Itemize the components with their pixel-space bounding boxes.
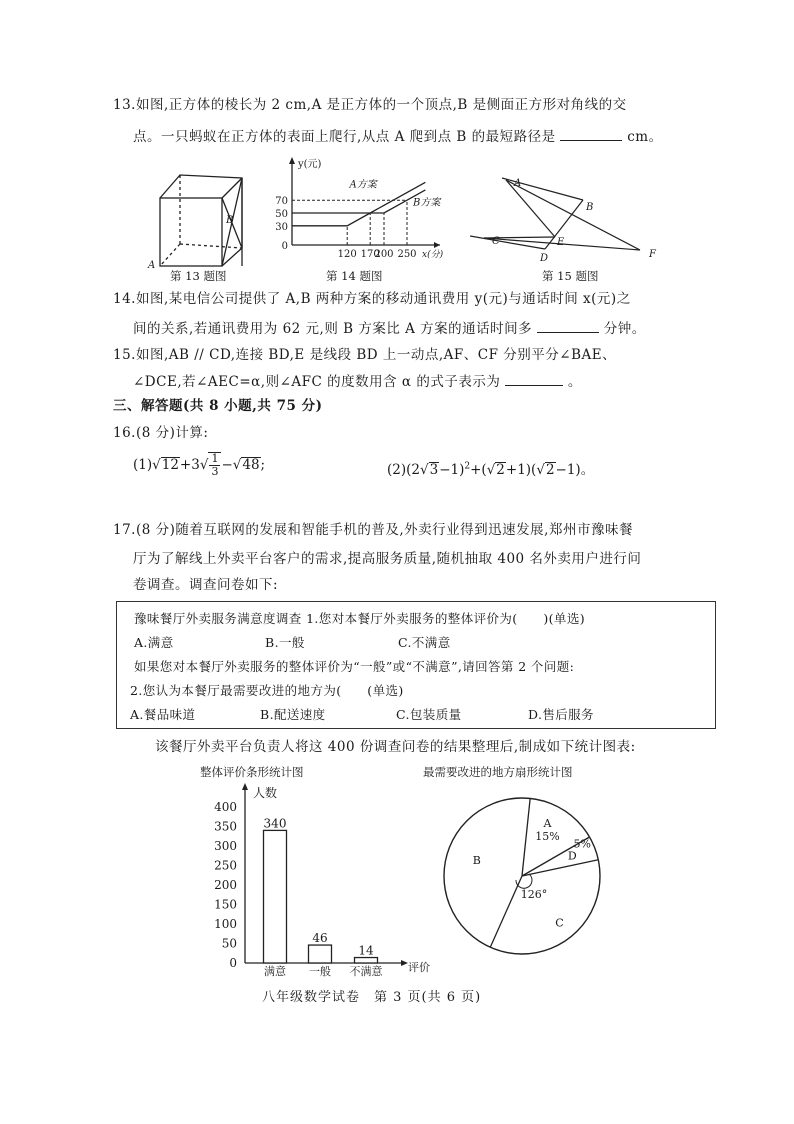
survey-q1-option-b: B.一般 xyxy=(265,635,305,650)
q17-line3: 卷调查。调查问卷如下: xyxy=(133,577,279,593)
y-tick-label: 100 xyxy=(214,917,237,931)
q14-unit: 分钟。 xyxy=(603,321,646,337)
q16-part1-label: (1) xyxy=(133,457,153,473)
x-category-label: 满意 xyxy=(264,965,286,978)
bar-1 xyxy=(309,945,332,963)
fig13-caption: 第 13 题图 xyxy=(170,269,227,283)
y-axis-label: 人数 xyxy=(253,786,278,800)
q14-line1: 14.如图,某电信公司提供了 A,B 两种方案的移动通讯费用 y(元)与通话时间 x(元)之 xyxy=(113,291,631,307)
exponent-2: 2 xyxy=(464,461,471,472)
bar-chart xyxy=(205,780,445,980)
q15-end: 。 xyxy=(567,374,582,390)
angle-label: 126° xyxy=(520,888,548,901)
plus-3: +3 xyxy=(179,457,200,473)
sqrt-12: 12 xyxy=(161,457,179,473)
cube-figure xyxy=(140,160,250,270)
q13-line1: 13.如图,正方体的棱长为 2 cm,A 是正方体的一个顶点,B 是侧面正方形对角线的交 xyxy=(113,97,627,113)
y-tick-label: 250 xyxy=(214,858,237,873)
y-tick-label: 350 xyxy=(214,819,237,834)
bar-2 xyxy=(355,958,378,963)
y-tick-label: 400 xyxy=(214,800,237,814)
label-A: A xyxy=(148,260,156,270)
expr-seg1: −1) xyxy=(439,462,465,478)
q14-answer-blank[interactable] xyxy=(537,320,599,333)
page-footer: 八年级数学试卷 第 3 页(共 6 页) xyxy=(262,990,482,1005)
y-axis-label: y(元) xyxy=(298,159,322,170)
pie-chart-title: 最需要改进的地方扇形统计图 xyxy=(423,765,573,779)
fig14-line-chart xyxy=(270,155,445,267)
q15-answer-blank[interactable] xyxy=(505,373,563,386)
bar-value-label: 14 xyxy=(358,943,374,958)
q15-line2-text: ∠DCE,若∠AEC=α,则∠AFC 的度数用含 α 的式子表示为 xyxy=(133,374,501,390)
y-tick-label: 0 xyxy=(229,956,237,970)
x-tick-label: 170 xyxy=(360,249,380,260)
section-heading: 三、解答题(共 8 小题,共 75 分) xyxy=(113,398,323,414)
q13-line2-text: 点。一只蚂蚁在正方体的表面上爬行,从点 A 爬到点 B 的最短路径是 xyxy=(133,129,556,145)
point-B: B xyxy=(586,202,594,213)
q13-line2 xyxy=(133,128,663,146)
pie-slice-label: A xyxy=(543,816,552,830)
x-axis-arrow xyxy=(401,960,408,966)
bar-chart-title: 整体评价条形统计图 xyxy=(200,765,304,779)
q13-answer-blank[interactable] xyxy=(560,128,622,141)
bar-value-label: 46 xyxy=(312,931,328,946)
point-A: A xyxy=(514,178,522,189)
label-B: B xyxy=(226,215,234,226)
series-label-a: A方案 xyxy=(349,179,377,191)
fig14-caption: 第 14 题图 xyxy=(326,269,383,283)
frac-numerator: 1 xyxy=(211,452,219,465)
q14-line2-text: 间的关系,若通讯费用为 62 元,则 B 方案比 A 方案的通话时间多 xyxy=(133,321,533,337)
fig15-caption: 第 15 题图 xyxy=(542,269,599,283)
y-axis-arrow xyxy=(289,157,295,164)
q14-line2 xyxy=(133,320,646,338)
y-tick-label: 300 xyxy=(214,839,237,853)
x-axis-label: x(分) xyxy=(422,250,444,260)
survey-q2-option-c: C.包装质量 xyxy=(396,707,462,722)
y-axis-arrow xyxy=(242,783,248,790)
minus: − xyxy=(221,457,233,473)
semicolon: ; xyxy=(260,457,266,473)
x-tick-label: 200 xyxy=(374,249,394,260)
pie-slice-value: 15% xyxy=(535,829,560,843)
survey-title-q1: 豫味餐厅外卖服务满意度调查 1.您对本餐厅外卖服务的整体评价为( )(单选) xyxy=(134,611,586,626)
q16-part2-label: (2)(2 xyxy=(387,462,420,478)
pie-chart xyxy=(430,780,630,980)
point-F: F xyxy=(649,249,656,260)
survey-q2-option-d: D.售后服务 xyxy=(528,707,594,722)
y-tick-label: 50 xyxy=(221,936,237,951)
series-label-b: B方案 xyxy=(413,197,441,209)
x-category-label: 不满意 xyxy=(349,965,383,978)
point-C: C xyxy=(492,236,500,247)
x-axis-arrow xyxy=(434,242,440,248)
sqrt-2a: 2 xyxy=(496,462,505,478)
q15-line2 xyxy=(133,373,582,391)
expr-seg2: +( xyxy=(470,462,487,478)
sqrt-2b: 2 xyxy=(545,462,555,478)
y-tick-label: 150 xyxy=(214,897,237,912)
x-axis-label: 评价 xyxy=(408,961,430,974)
survey-q2-option-a: A.餐品味道 xyxy=(130,707,196,722)
survey-q1-option-a: A.满意 xyxy=(134,635,174,650)
pie-slice-value: 5% xyxy=(573,837,591,851)
q15-line1: 15.如图,AB // CD,连接 BD,E 是线段 BD 上一动点,AF、CF 分别平分∠BAE、 xyxy=(113,347,617,363)
y-tick-label: 0 xyxy=(281,241,288,252)
x-tick-label: 120 xyxy=(337,249,357,260)
survey-q2: 2.您认为本餐厅最需要改进的地方为( (单选) xyxy=(130,683,404,698)
pie-slice-label: C xyxy=(555,916,564,930)
q16-part1: (1)√12+3√ $\frac{1}{3}$ −√48; xyxy=(133,452,266,478)
y-tick-label: 30 xyxy=(275,221,288,233)
expr-seg3: +1)( xyxy=(505,462,537,478)
x-tick-label: 250 xyxy=(397,249,417,260)
x-category-label: 一般 xyxy=(309,965,331,978)
survey-note: 如果您对本餐厅外卖服务的整体评价为“一般”或“不满意”,请回答第 2 个问题: xyxy=(134,659,575,674)
point-E: E xyxy=(557,237,565,248)
y-tick-label: 200 xyxy=(214,878,237,892)
q17-line1: 17.(8 分)随着互联网的发展和智能手机的普及,外卖行业得到迅速发展,郑州市豫味餐 xyxy=(113,522,633,538)
y-tick-label: 70 xyxy=(275,196,288,208)
q13-unit: cm。 xyxy=(627,129,663,145)
frac-denominator: 3 xyxy=(211,465,219,478)
sqrt-3: 3 xyxy=(429,462,439,478)
fraction-one-third xyxy=(209,453,220,478)
point-D: D xyxy=(540,253,549,264)
bar-value-label: 340 xyxy=(263,816,287,831)
q17-summary: 该餐厅外卖平台负责人将这 400 份调查问卷的结果整理后,制成如下统计图表: xyxy=(155,739,636,755)
fig15-geometry xyxy=(470,170,670,265)
q17-line2: 厅为了解线上外卖平台客户的需求,提高服务质量,随机抽取 400 名外卖用户进行问 xyxy=(133,551,642,567)
q16-heading: 16.(8 分)计算: xyxy=(113,425,209,441)
expr-end: −1)。 xyxy=(555,462,595,478)
sqrt-48: 48 xyxy=(242,457,260,473)
y-tick-label: 50 xyxy=(275,209,288,220)
q16-part2: $(2)(2√3-1)^2+(√2+1)(√2-1)$。 xyxy=(387,461,595,478)
cube-top-right-edge xyxy=(222,178,242,198)
bar-0 xyxy=(264,830,287,963)
survey-q1-option-c: C.不满意 xyxy=(398,635,451,650)
pie-slice-label: D xyxy=(567,849,577,863)
survey-q2-option-b: B.配送速度 xyxy=(260,707,326,722)
segment-AF xyxy=(506,180,640,250)
pie-slice-label: B xyxy=(472,853,481,867)
cube-front-face xyxy=(160,198,222,266)
